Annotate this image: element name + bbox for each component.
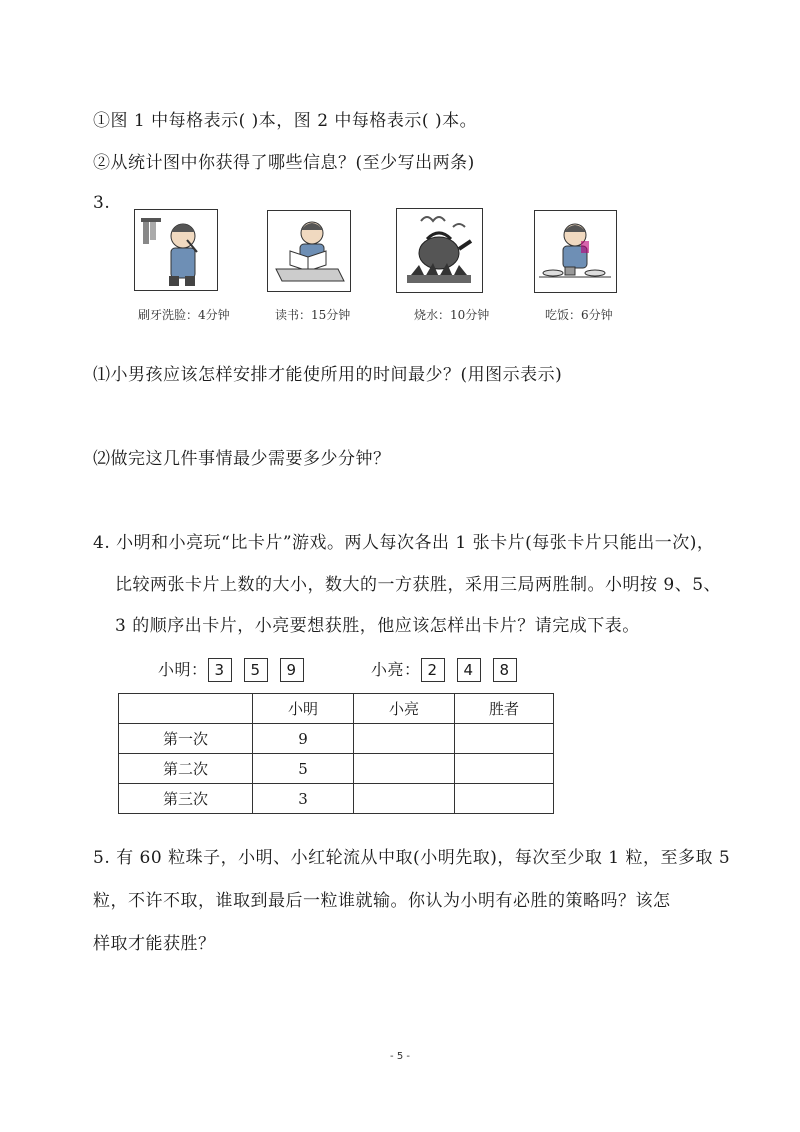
card: 8 (493, 658, 517, 682)
page-number: - 5 - (390, 1051, 410, 1062)
card: 5 (244, 658, 268, 682)
table-cell[interactable] (354, 784, 455, 814)
table-header-cell (119, 694, 253, 724)
table-cell[interactable] (354, 754, 455, 784)
q3-part1: ⑴小男孩应该怎样安排才能使所用的时间最少？(用图示表示) (93, 365, 563, 385)
boy-brushing-teeth-icon (134, 209, 218, 291)
table-row (119, 784, 554, 814)
xiaoliang-label: 小亮： (371, 660, 421, 679)
caption-eating: 吃饭：6分钟 (545, 308, 613, 322)
q4-line1: 4. 小明和小亮玩“比卡片”游戏。两人每次各出 1 张卡片(每张卡片只能出一次)， (93, 533, 715, 553)
table-cell[interactable] (455, 724, 554, 754)
q2-sub2: ②从统计图中你获得了哪些信息？(至少写出两条) (93, 153, 475, 173)
table-header-cell: 胜者 (455, 694, 554, 724)
card-game-table (118, 693, 554, 814)
xiaoliang-cards (371, 657, 517, 682)
q3-number: 3. (93, 193, 111, 213)
table-header-row (119, 694, 554, 724)
xiaoming-label: 小明： (158, 660, 208, 679)
card: 3 (208, 658, 232, 682)
table-cell[interactable] (354, 724, 455, 754)
table-header-cell: 小明 (253, 694, 354, 724)
table-cell: 5 (253, 754, 354, 784)
card: 2 (421, 658, 445, 682)
table-row (119, 754, 554, 784)
caption-brushing: 刷牙洗脸：4分钟 (138, 308, 230, 322)
kettle-on-fire-icon (396, 208, 483, 293)
table-cell: 9 (253, 724, 354, 754)
q5-line1: 5. 有 60 粒珠子，小明、小红轮流从中取(小明先取)，每次至少取 1 粒，至多取 5 (93, 848, 731, 868)
table-cell: 第一次 (119, 724, 253, 754)
q5-line3: 样取才能获胜？ (93, 934, 216, 954)
table-cell: 第三次 (119, 784, 253, 814)
q4-line3: 3 的顺序出卡片，小亮要想获胜，他应该怎样出卡片？请完成下表。 (115, 616, 640, 636)
table-cell[interactable] (455, 754, 554, 784)
table-header-cell: 小亮 (354, 694, 455, 724)
table-cell: 第二次 (119, 754, 253, 784)
xiaoming-cards (158, 657, 304, 682)
caption-boiling: 烧水：10分钟 (414, 308, 490, 322)
q2-sub1: ①图 1 中每格表示( )本，图 2 中每格表示( )本。 (93, 111, 478, 131)
q4-line2: 比较两张卡片上数的大小，数大的一方获胜，采用三局两胜制。小明按 9、5、 (115, 575, 722, 595)
boy-reading-icon (267, 210, 351, 292)
table-row (119, 724, 554, 754)
q5-line2: 粒，不许不取，谁取到最后一粒谁就输。你认为小明有必胜的策略吗？该怎 (93, 891, 671, 911)
card: 4 (457, 658, 481, 682)
q3-part2: ⑵做完这几件事情最少需要多少分钟？ (93, 449, 391, 469)
table-cell[interactable] (455, 784, 554, 814)
boy-eating-icon (534, 210, 617, 293)
card: 9 (280, 658, 304, 682)
caption-reading: 读书：15分钟 (275, 308, 351, 322)
table-cell: 3 (253, 784, 354, 814)
